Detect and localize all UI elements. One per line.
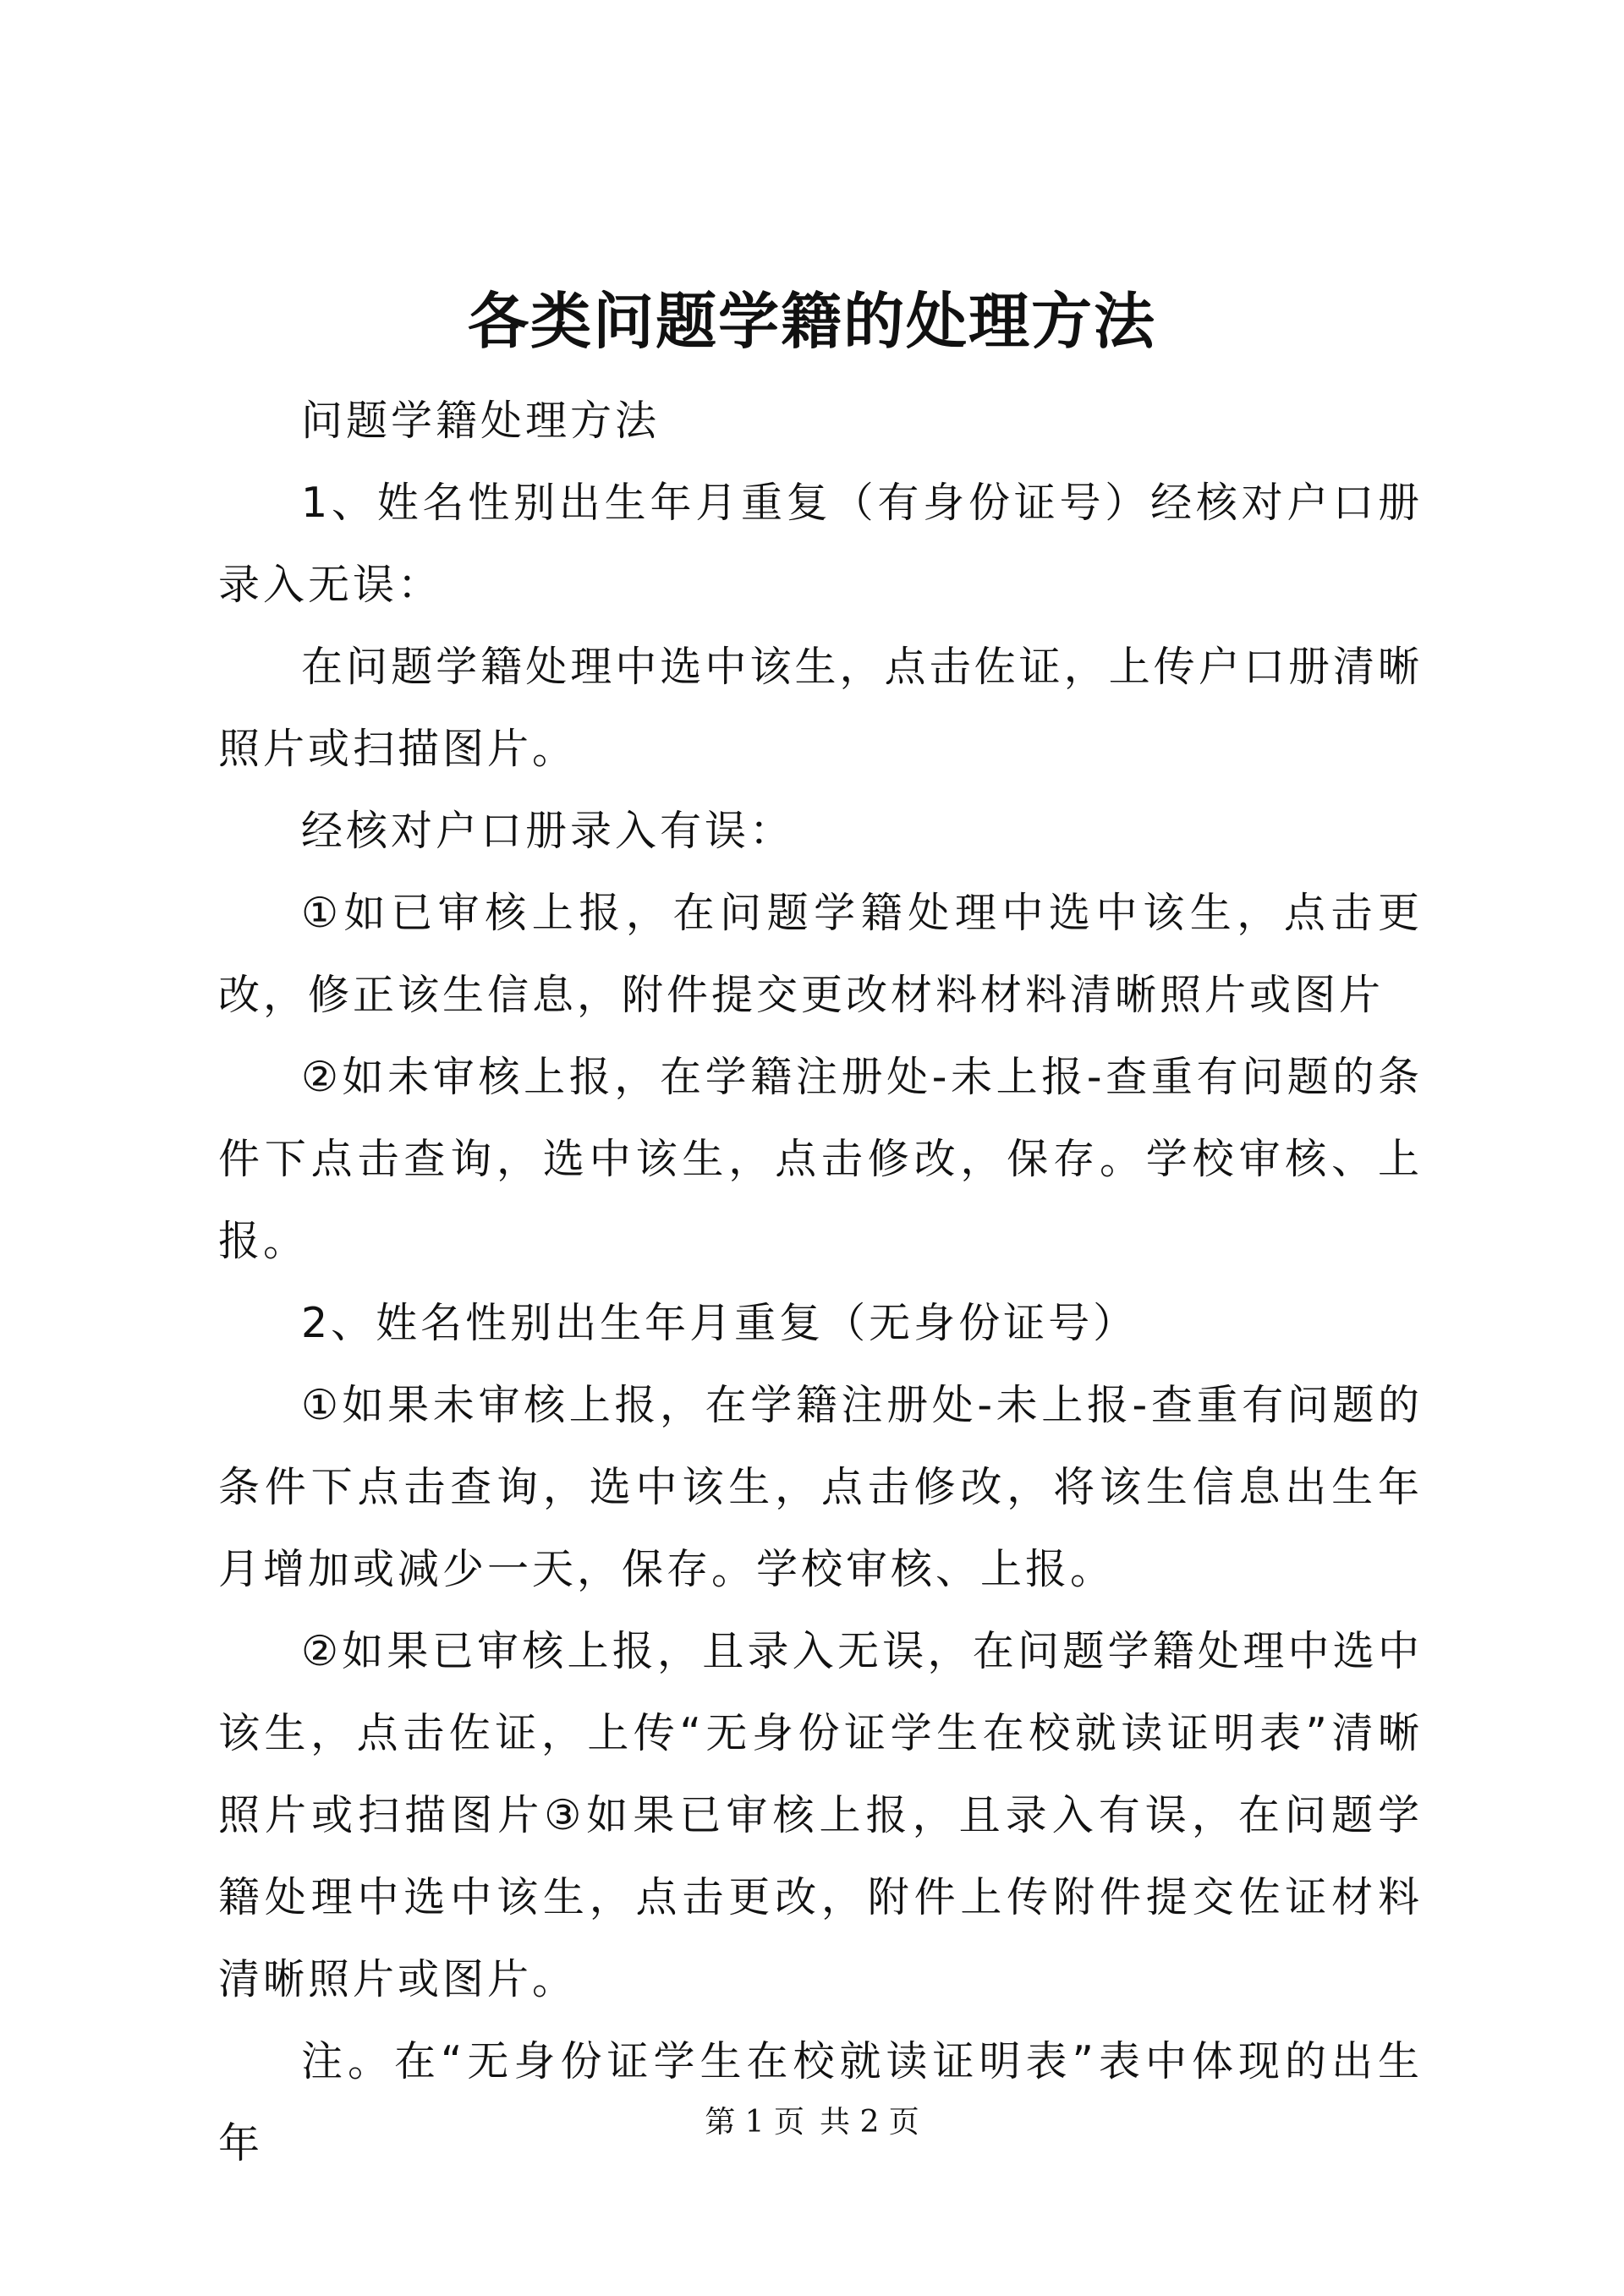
paragraph: ①如果未审核上报，在学籍注册处-未上报-查重有问题的条件下点击查询，选中该生，点击修改，将该生信息出生年月增加或减少一天，保存。学校审核、上报。 xyxy=(218,1381,1423,1593)
paragraph: 经核对户口册录入有误： xyxy=(301,807,795,855)
page-footer xyxy=(0,2101,1624,2144)
page-number: 第 1 页 xyxy=(705,2105,804,2140)
paragraph: 在问题学籍处理中选中该生，点击佐证，上传户口册清晰照片或扫描图片。 xyxy=(218,643,1423,773)
paragraph: ②如果已审核上报，且录入无误，在问题学籍处理中选中该生，点击佐证，上传“无身份证学生在校就读证明表”清晰照片或扫描图片③如果已审核上报，且录入有误，在问题学籍处理中选中该生，点击更改，附件上传附件提交佐证材料清晰照片或图片。 xyxy=(218,1627,1423,2003)
paragraph: 问题学籍处理方法 xyxy=(301,397,661,445)
paragraph: ②如未审核上报，在学籍注册处-未上报-查重有问题的条件下点击查询，选中该生，点击修改，保存。学校审核、上报。 xyxy=(218,1053,1423,1265)
paragraph: ①如已审核上报，在问题学籍处理中选中该生，点击更改，修正该生信息，附件提交更改材料材料清晰照片或图片 xyxy=(218,889,1423,1019)
document-body xyxy=(218,380,1423,2184)
page-total: 共 2 页 xyxy=(820,2105,919,2140)
paragraph: 注。在“无身份证学生在校就读证明表”表中体现的出生年 xyxy=(218,2037,1423,2167)
paragraph: 1、姓名性别出生年月重复（有身份证号）经核对户口册录入无误： xyxy=(218,479,1423,609)
document-title: 各类问题学籍的处理方法 xyxy=(467,285,1156,357)
paragraph: 2、姓名性别出生年月重复（无身份证号） xyxy=(301,1299,1138,1347)
